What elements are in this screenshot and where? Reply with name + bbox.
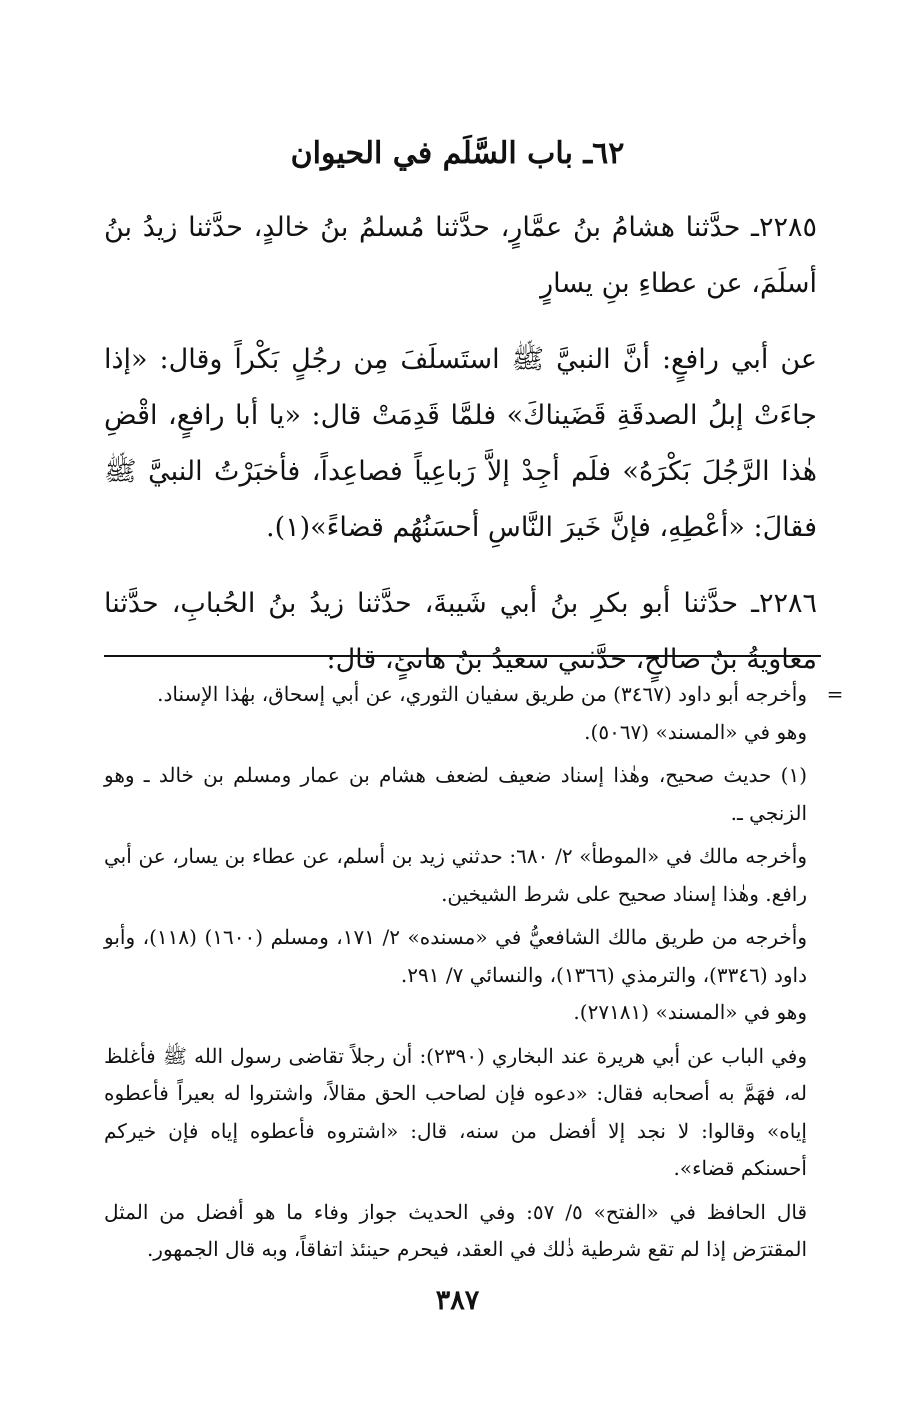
hadith-2285-matn: عن أبي رافعٍ: أنَّ النبيَّ ﷺ استَسلَفَ مِن رجُلٍ بَكْراً وقال: «إذا جاءَتْ إبلُ الصدقَةِ قَضَيناكَ» فلمَّا قَدِمَتْ قال: «يا أبا رافعٍ، اقْضِ هٰذا الرَّجُلَ بَكْرَهُ» فلَم أجِدْ إلاَّ رَباعِياً فصاعِداً، فأخبَرْتُ النبيَّ ﷺ فقالَ: «أعْطِهِ، فإنَّ خَيرَ النَّاسِ أحسَنُهُم قضاءً»(١). — [104, 344, 817, 543]
hadith-2285-isnad: ٢٢٨٥ـ حدَّثنا هشامُ بنُ عمَّارٍ، حدَّثنا مُسلمُ بنُ خالدٍ، حدَّثنا زيدُ بنُ أسلَمَ، عن عطاءِ بنِ يسارٍ — [104, 212, 817, 299]
footnote-1: (١) حديث صحيح، وهٰذا إسناد ضعيف لضعف هشام بن عمار ومسلم بن خالد ـ وهو الزنجي ـ. — [104, 763, 807, 825]
footnotes — [104, 676, 807, 1269]
footnote-paragraph: وأخرجه أبو داود (٣٤٦٧) من طريق سفيان الثوري، عن أبي إسحاق، بهٰذا الإسناد. — [157, 682, 807, 706]
footnote-paragraph: وأخرجه من طريق مالك الشافعيُّ في «مسنده» ٢/ ١٧١، ومسلم (١٦٠٠) (١١٨)، وأبو داود (٣٣٤٦)، والترمذي (١٣٦٦)، والنسائي ٧/ ٢٩١. — [104, 925, 808, 987]
footnote-continuation-mark: = — [826, 682, 844, 706]
hadith-2286-isnad: ٢٢٨٦ـ حدَّثنا أبو بكرِ بنُ أبي شَيبةَ، حدَّثنا زيدُ بنُ الحُبابِ، حدَّثنا معاويةُ بنُ صالحٍ، حدَّثني سعيدُ بنُ هانئٍ، قال: — [104, 588, 817, 675]
chapter-title: ٦٢ـ باب السَّلَم في الحيوان — [290, 136, 625, 171]
footnote-paragraph: وفي الباب عن أبي هريرة عند البخاري (٢٣٩٠): أن رجلاً تقاضى رسول الله ﷺ فأغلظ له، فهَمَّ به أصحابه فقال: «دعوه فإن لصاحب الحق مقالاً، واشتروا له بعيراً فأعطوه إياه» وقالوا: لا نجد إلا أفضل من سنه، قال: «اشتروه فأعطوه إياه فإن خيركم أحسنكم قضاء». — [104, 1043, 807, 1180]
main-text — [104, 200, 817, 708]
footnote-paragraph: وهو في «المسند» (٢٧١٨١). — [573, 1000, 807, 1024]
footnote-paragraph: قال الحافظ في «الفتح» ٥/ ٥٧: وفي الحديث جواز وفاء ما هو أفضل من المثل المقترَض إذا لم تقع شرطية ذٰلك في العقد، فيحرم حينئذ اتفاقاً، وبه قال الجمهور. — [104, 1199, 807, 1261]
footnote-paragraph: وهو في «المسند» (٥٠٦٧). — [584, 719, 807, 744]
footnote-divider — [104, 655, 821, 657]
footnote-paragraph: وأخرجه مالك في «الموطأ» ٢/ ٦٨٠: حدثني زيد بن أسلم، عن عطاء بن يسار، عن أبي رافع. وهٰذا إسناد صحيح على شرط الشيخين. — [104, 844, 807, 906]
page-number: ٣٨٧ — [435, 1285, 480, 1316]
